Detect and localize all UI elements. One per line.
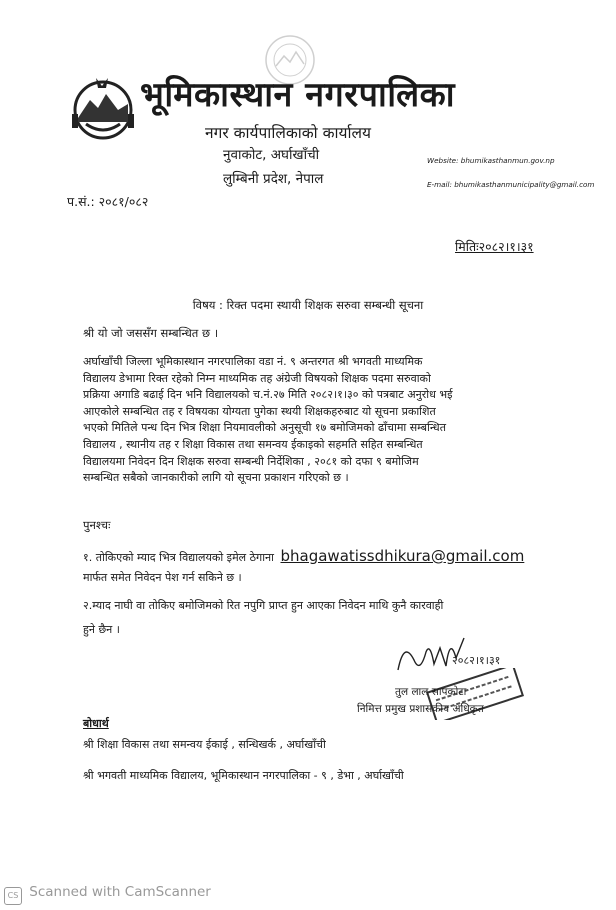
signature-date: २०८२।१।३१ — [452, 654, 501, 667]
letter-date: मितिः२०८२।१।३१ — [455, 239, 534, 254]
website-text: Website: bhumikasthanmun.gov.np — [427, 156, 555, 165]
office-name: नगर कार्यपालिकाको कार्यालय — [205, 124, 372, 142]
body-line: आएकोले सम्बन्धित तह र विषयका योग्यता पुगेका स्थयी शिक्षकहरुबाट यो सूचना प्रकाशित — [83, 404, 436, 418]
nepal-emblem-icon — [68, 74, 138, 140]
postscript-item-2: २.म्याद नाघी वा तोकिए बमोजिमको रित नपुगि प्राप्त हुन आएका निवेदन माथि कुनै कारवाही — [83, 599, 444, 612]
body-line: सम्बन्धित सबैको जानकारीको लागि यो सूचना प्रकाशन गरिएको छ । — [83, 471, 349, 485]
signatory-name: तुल लाल सापकोटा — [395, 686, 467, 698]
cc-recipient-1: श्री शिक्षा विकास तथा समन्वय ईकाई , सन्धिखर्क , अर्घाखाँची — [83, 738, 326, 751]
subject-line: विषय : रिक्त पदमा स्थायी शिक्षक सरुवा सम्बन्धी सूचना — [192, 298, 424, 312]
body-paragraph — [83, 354, 543, 487]
postscript-item-2-continued: हुने छैन । — [83, 623, 120, 636]
reference-number: प.सं.: २०८१/०८२ — [67, 194, 149, 209]
signatory-title: निमित्त प्रमुख प्रशासकीय अधिकृत — [357, 703, 484, 715]
org-name: भूमिकास्थान नगरपालिका — [140, 75, 456, 115]
body-line: प्रक्रिया अगाडि बढाई दिन भनि विद्यालयको च.नं.२७ मिति २०८२।१।३० को पत्रबाट अनुरोध भई — [83, 388, 453, 402]
address-line-2: लुम्बिनी प्रदेश, नेपाल — [223, 171, 324, 187]
body-line: विद्यालय , स्थानीय तह र शिक्षा विकास तथा समन्वय ईकाइको सहमति सहित सम्बन्धित — [83, 437, 423, 451]
camscanner-logo-icon: CS — [4, 887, 22, 905]
postscript-item-1 — [83, 546, 524, 568]
email-text: E-mail: bhumikasthanmunicipality@gmail.com — [427, 180, 595, 189]
school-email-link[interactable]: bhagawatissdhikura@gmail.com — [280, 547, 525, 565]
cc-label: बोधार्थ — [83, 717, 109, 730]
postscript-item-1-text: १. तोकिएको म्याद भित्र विद्यालयको इमेल ठेगाना — [83, 551, 274, 564]
body-line: अर्घाखाँची जिल्ला भूमिकास्थान नगरपालिका वडा नं. ९ अन्तरगत श्री भगवती माध्यमिक — [83, 355, 423, 368]
salutation: श्री यो जो जससँग सम्बन्धित छ । — [83, 326, 219, 340]
cc-recipient-2: श्री भगवती माध्यमिक विद्यालय, भूमिकास्थान नगरपालिका - ९ , डेभा , अर्घाखाँची — [83, 769, 404, 782]
camscanner-watermark — [4, 884, 211, 905]
postscript-label: पुनश्चः — [83, 518, 111, 532]
body-line: भएको मितिले पन्ध दिन भित्र शिक्षा नियमावलीको अनुसूची १७ बमोजिमको ढाँचामा सम्बन्धित — [83, 421, 446, 435]
postscript-item-1-continued: मार्फत समेत निवेदन पेश गर्न सकिने छ । — [83, 571, 242, 584]
address-line-1: नुवाकोट, अर्घाखाँची — [223, 147, 320, 163]
camscanner-text: Scanned with CamScanner — [29, 884, 211, 900]
body-line: विद्यालयमा निवेदन दिन शिक्षक सरुवा सम्बन्धी निर्देशिका , २०८१ को दफा ९ बमोजिम — [83, 454, 419, 468]
body-line: विद्यालय डेभामा रिक्त रहेको निम्न माध्यमिक तह अंग्रेजी विषयको शिक्षक पदमा सरुवाको — [83, 371, 431, 385]
